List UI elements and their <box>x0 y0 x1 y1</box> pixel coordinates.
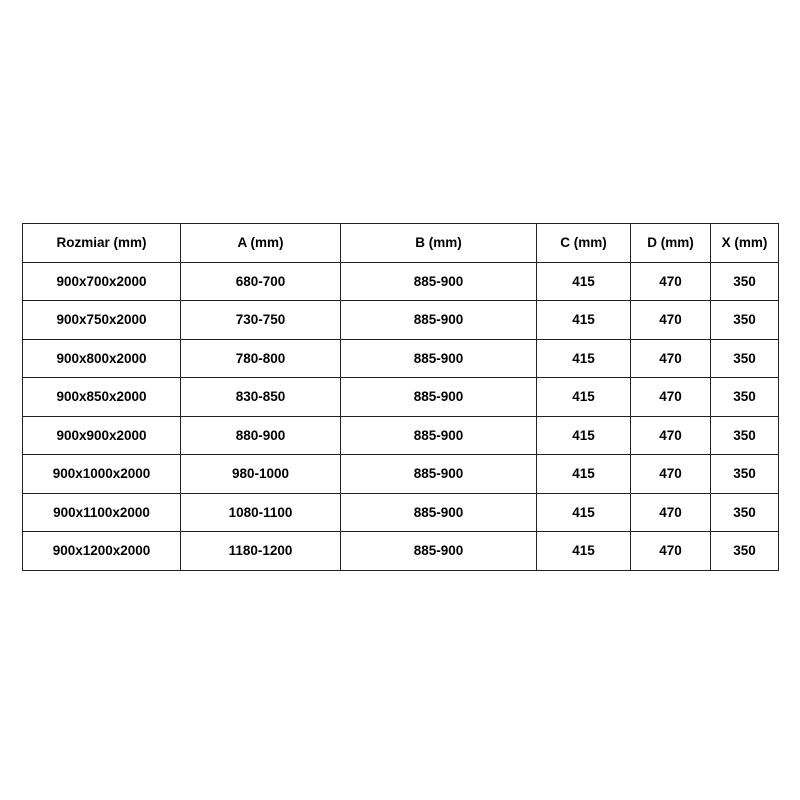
cell-b: 885-900 <box>341 339 537 378</box>
table-row <box>23 378 779 417</box>
cell-a: 1180-1200 <box>181 532 341 571</box>
cell-x: 350 <box>711 262 779 301</box>
cell-x: 350 <box>711 455 779 494</box>
cell-b: 885-900 <box>341 378 537 417</box>
table-row <box>23 416 779 455</box>
cell-c: 415 <box>537 455 631 494</box>
cell-a: 980-1000 <box>181 455 341 494</box>
cell-c: 415 <box>537 416 631 455</box>
table-header <box>23 224 779 263</box>
cell-x: 350 <box>711 378 779 417</box>
cell-d: 470 <box>631 339 711 378</box>
cell-size: 900x1000x2000 <box>23 455 181 494</box>
cell-size: 900x850x2000 <box>23 378 181 417</box>
cell-size: 900x1100x2000 <box>23 493 181 532</box>
cell-b: 885-900 <box>341 455 537 494</box>
table-row <box>23 532 779 571</box>
cell-a: 880-900 <box>181 416 341 455</box>
cell-d: 470 <box>631 455 711 494</box>
cell-size: 900x1200x2000 <box>23 532 181 571</box>
cell-c: 415 <box>537 378 631 417</box>
cell-x: 350 <box>711 532 779 571</box>
table-row <box>23 301 779 340</box>
cell-d: 470 <box>631 378 711 417</box>
cell-a: 1080-1100 <box>181 493 341 532</box>
column-header-d: D (mm) <box>631 224 711 263</box>
cell-d: 470 <box>631 416 711 455</box>
cell-c: 415 <box>537 532 631 571</box>
cell-b: 885-900 <box>341 416 537 455</box>
cell-d: 470 <box>631 262 711 301</box>
size-table-container <box>22 223 778 571</box>
column-header-a: A (mm) <box>181 224 341 263</box>
cell-d: 470 <box>631 493 711 532</box>
column-header-b: B (mm) <box>341 224 537 263</box>
cell-d: 470 <box>631 532 711 571</box>
table-body <box>23 262 779 570</box>
cell-d: 470 <box>631 301 711 340</box>
cell-b: 885-900 <box>341 262 537 301</box>
cell-x: 350 <box>711 493 779 532</box>
table-row <box>23 455 779 494</box>
cell-x: 350 <box>711 416 779 455</box>
cell-x: 350 <box>711 339 779 378</box>
column-header-c: C (mm) <box>537 224 631 263</box>
cell-c: 415 <box>537 339 631 378</box>
cell-b: 885-900 <box>341 301 537 340</box>
cell-a: 680-700 <box>181 262 341 301</box>
table-row <box>23 339 779 378</box>
cell-c: 415 <box>537 493 631 532</box>
cell-size: 900x900x2000 <box>23 416 181 455</box>
column-header-x: X (mm) <box>711 224 779 263</box>
cell-size: 900x750x2000 <box>23 301 181 340</box>
cell-x: 350 <box>711 301 779 340</box>
cell-b: 885-900 <box>341 493 537 532</box>
column-header-rozmiar: Rozmiar (mm) <box>23 224 181 263</box>
cell-a: 730-750 <box>181 301 341 340</box>
cell-c: 415 <box>537 262 631 301</box>
cell-b: 885-900 <box>341 532 537 571</box>
cell-size: 900x700x2000 <box>23 262 181 301</box>
cell-a: 830-850 <box>181 378 341 417</box>
cell-size: 900x800x2000 <box>23 339 181 378</box>
cell-c: 415 <box>537 301 631 340</box>
table-row <box>23 493 779 532</box>
cell-a: 780-800 <box>181 339 341 378</box>
size-table <box>22 223 779 571</box>
table-row <box>23 262 779 301</box>
table-header-row <box>23 224 779 263</box>
